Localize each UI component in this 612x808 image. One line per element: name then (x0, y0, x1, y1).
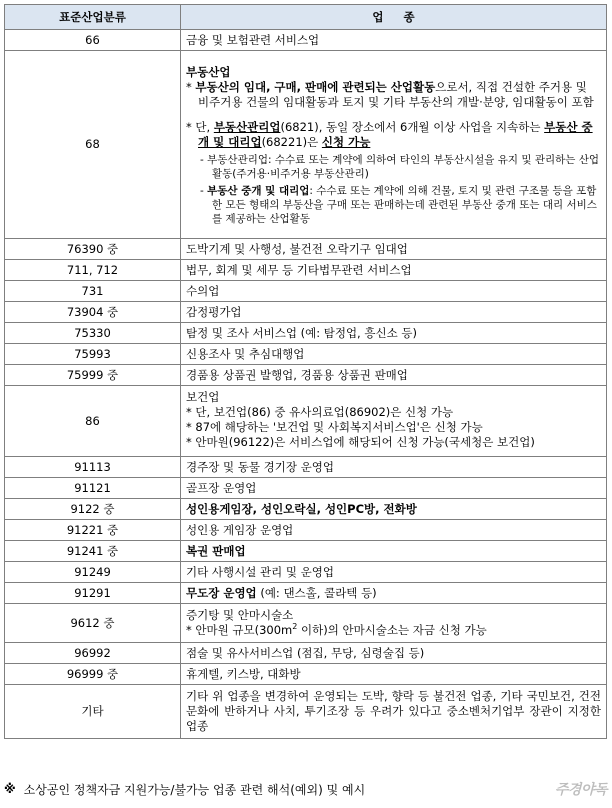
table-row (5, 643, 607, 664)
industry-code: 76390 중 (5, 239, 181, 260)
industry-code: 91291 (5, 583, 181, 604)
industry-desc: 성인용 게임장 운영업 (181, 520, 607, 541)
table-row (5, 302, 607, 323)
industry-code: 731 (5, 281, 181, 302)
table-row (5, 386, 607, 457)
industry-code: 91221 중 (5, 520, 181, 541)
table-row (5, 583, 607, 604)
table-row (5, 323, 607, 344)
table-row (5, 344, 607, 365)
industry-desc: 경주장 및 동물 경기장 운영업 (181, 457, 607, 478)
footer-note (4, 778, 607, 800)
industry-desc: 골프장 운영업 (181, 478, 607, 499)
industry-code: 9612 중 (5, 604, 181, 643)
real-estate-sub-2: - 부동산 중개 및 대리업: 수수료 또는 계약에 의해 건물, 토지 및 관련 구조물 등을 포함한 모든 형태의 부동산을 구매 또는 판매하는데 관련된 부동산 중개 또는 대리 서비스를 제공하는 산업활동 (200, 185, 597, 225)
table-row (5, 541, 607, 562)
real-estate-title: 부동산업 (186, 65, 231, 79)
health-note-2: * 87에 해당하는 '보건업 및 사회복지서비스업'은 신청 가능 (186, 420, 483, 434)
table-row (5, 604, 607, 643)
industry-desc: 휴게텔, 키스방, 대화방 (181, 664, 607, 685)
industry-code: 75993 (5, 344, 181, 365)
industry-code: 9122 중 (5, 499, 181, 520)
industry-code: 66 (5, 30, 181, 51)
column-header-code: 표준산업분류 (5, 5, 181, 30)
industry-desc: 법무, 회계 및 세무 등 기타법무관련 서비스업 (181, 260, 607, 281)
industry-desc: 기타 위 업종을 변경하여 운영되는 도박, 향락 등 불건전 업종, 기타 국민보건, 건전문화에 반하거나 사치, 투기조장 등 우려가 있다고 중소벤처기업부 장관이 지정한 업종 (181, 685, 607, 739)
industry-code: 68 (5, 51, 181, 239)
industry-desc (181, 386, 607, 457)
industry-code: 86 (5, 386, 181, 457)
industry-code: 기타 (5, 685, 181, 739)
footer-text: 소상공인 정책자금 지원가능/불가능 업종 관련 해석(예외) 및 예시 (23, 782, 366, 797)
industry-desc: 탐정 및 조사 서비스업 (예: 탐정업, 흥신소 등) (181, 323, 607, 344)
table-row (5, 478, 607, 499)
table-row (5, 239, 607, 260)
steam-bath-title: 증기탕 및 안마시술소 (186, 608, 294, 622)
industry-code: 73904 중 (5, 302, 181, 323)
real-estate-note-2: * 단, 부동산관리업(6821), 동일 장소에서 6개월 이상 사업을 지속하는 부동산 중개 및 대리업(68221)은 신청 가능 (186, 120, 593, 149)
industry-desc: 도박기계 및 사행성, 불건전 오락기구 임대업 (181, 239, 607, 260)
table-row (5, 520, 607, 541)
industry-code: 91121 (5, 478, 181, 499)
industry-desc: 수의업 (181, 281, 607, 302)
industry-desc: 무도장 운영업 (예: 댄스홀, 콜라텍 등) (181, 583, 607, 604)
industry-desc (181, 604, 607, 643)
industry-code: 96992 (5, 643, 181, 664)
industry-code: 91241 중 (5, 541, 181, 562)
industry-desc: 경품용 상품권 발행업, 경품용 상품권 판매업 (181, 365, 607, 386)
restricted-industry-table (4, 4, 607, 739)
steam-bath-note: * 안마원 규모($300m^2$ 이하)의 안마시술소는 자금 신청 가능 (186, 622, 487, 637)
table-row (5, 685, 607, 739)
real-estate-note-1: * 부동산의 임대, 구매, 판매에 관련되는 산업활동으로서, 직접 건설한 주거용 및 비주거용 건물의 임대활동과 토지 및 기타 부동산의 개발·분양, 임대활동이 포함 (186, 80, 594, 109)
table-row (5, 260, 607, 281)
industry-desc: 감정평가업 (181, 302, 607, 323)
industry-code: 75330 (5, 323, 181, 344)
health-note-3: * 안마원(96122)은 서비스업에 해당되어 신청 가능(국세청은 보건업) (186, 435, 535, 449)
column-header-industry: 업 종 (181, 5, 607, 30)
industry-desc: 복권 판매업 (181, 541, 607, 562)
table-row (5, 30, 607, 51)
industry-code: 91113 (5, 457, 181, 478)
industry-code: 96999 중 (5, 664, 181, 685)
industry-desc: 점술 및 유사서비스업 (점집, 무당, 심령술집 등) (181, 643, 607, 664)
table-row (5, 664, 607, 685)
table-row (5, 281, 607, 302)
table-row (5, 365, 607, 386)
table-row (5, 499, 607, 520)
health-note-1: * 단, 보건업(86) 중 유사의료업(86902)은 신청 가능 (186, 405, 454, 419)
industry-code: 75999 중 (5, 365, 181, 386)
table-row (5, 562, 607, 583)
watermark-logo: 주경야독 (554, 782, 607, 798)
table-row (5, 51, 607, 239)
industry-desc: 기타 사행시설 관리 및 운영업 (181, 562, 607, 583)
industry-desc (181, 51, 607, 239)
health-title: 보건업 (186, 390, 220, 404)
industry-code: 91249 (5, 562, 181, 583)
real-estate-sub-1: - 부동산관리업: 수수료 또는 계약에 의하여 타인의 부동산시설을 유지 및 관리하는 산업활동(주거용·비주거용 부동산관리) (200, 154, 600, 180)
industry-desc: 금융 및 보험관련 서비스업 (181, 30, 607, 51)
industry-code: 711, 712 (5, 260, 181, 281)
industry-desc: 성인용게임장, 성인오락실, 성인PC방, 전화방 (181, 499, 607, 520)
reference-mark: ※ (4, 782, 16, 796)
table-row (5, 457, 607, 478)
table-header-row (5, 5, 607, 30)
industry-desc: 신용조사 및 추심대행업 (181, 344, 607, 365)
